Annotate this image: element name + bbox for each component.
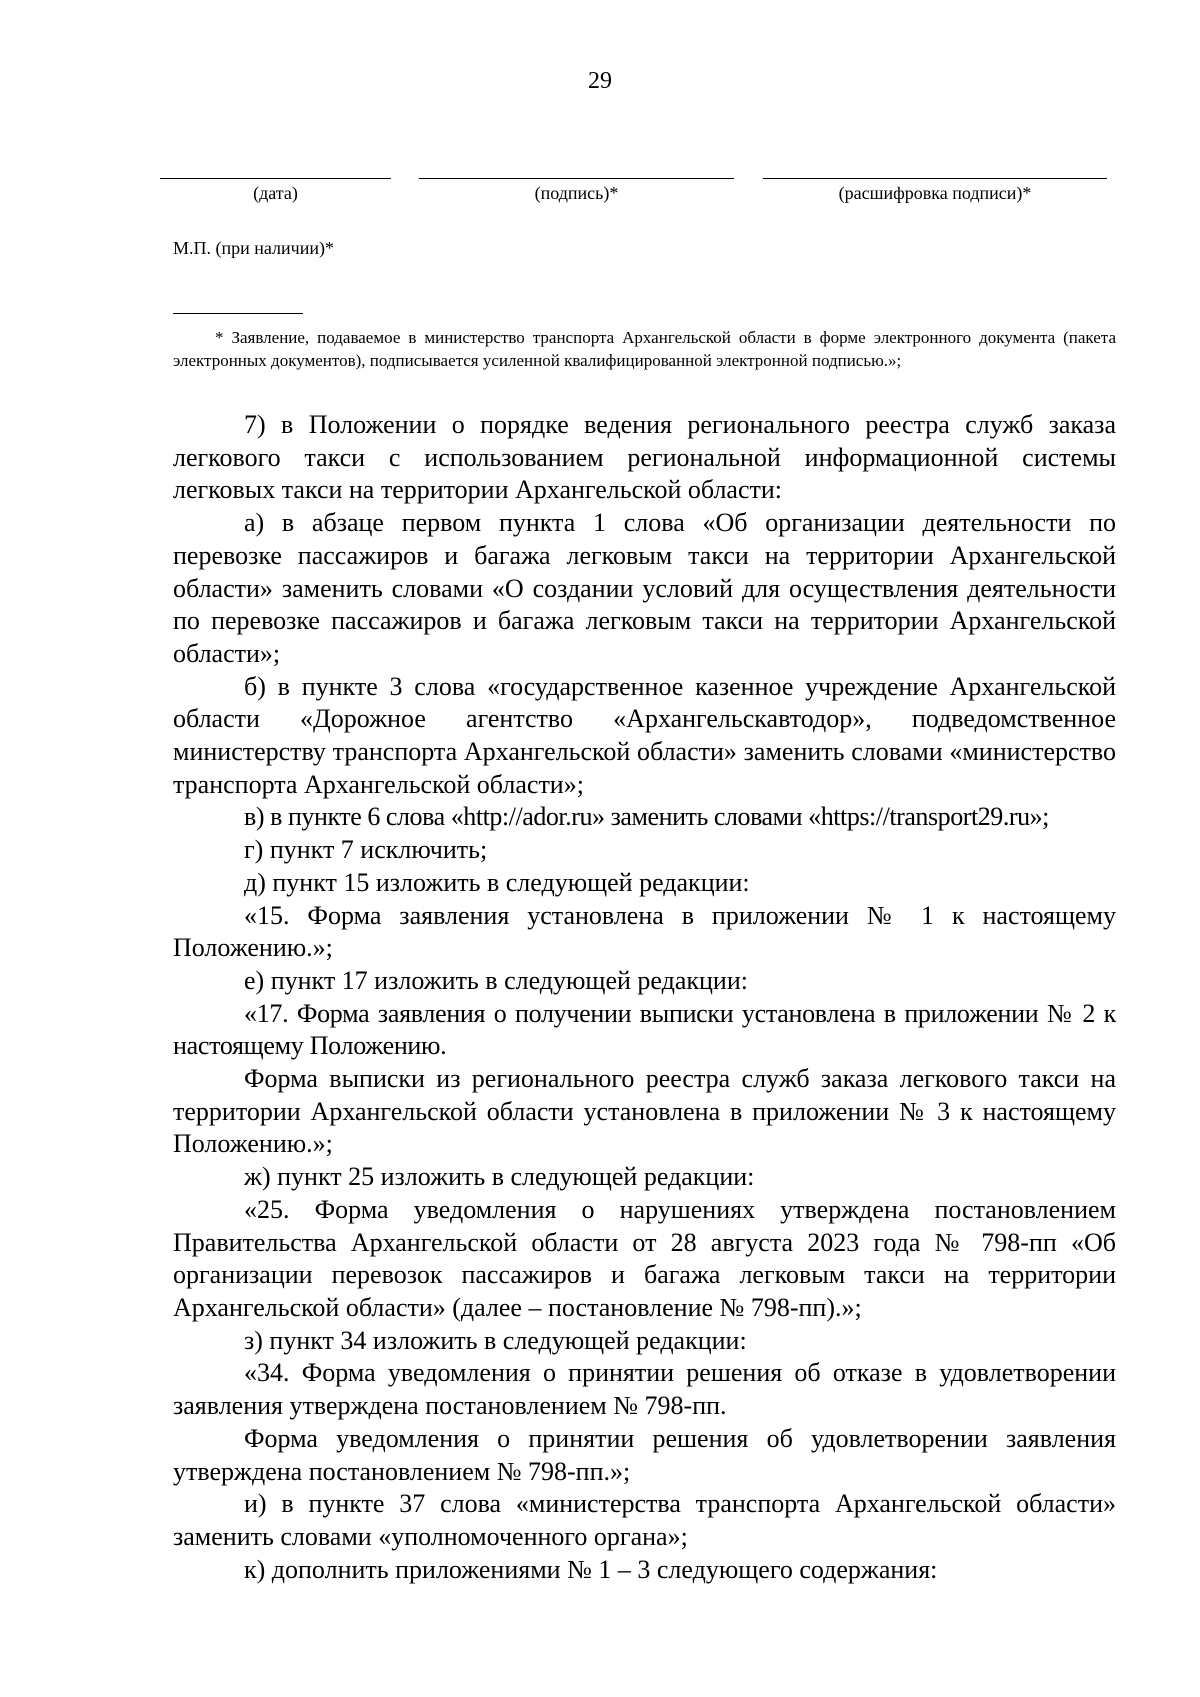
paragraph-17-extract: Форма выписки из регионального реестра служб заказа легкового такси на территории Архангельской области установлена в приложении № 3 к настоящему Положению.»; (173, 1064, 1116, 1159)
paragraph-k: к) дополнить приложениями № 1 – 3 следующего содержания: (244, 1554, 938, 1584)
paragraph-v: в) в пункте 6 слова «http://ador.ru» заменить словами «https://transport29.ru»; (244, 802, 1049, 832)
paragraph-i: и) в пункте 37 слова «министерства транспорта Архангельской области» заменить словами «уполномоченного органа»; (173, 1489, 1116, 1551)
paragraph-17: «17. Форма заявления о получении выписки установлена в приложении № 2 к настоящему Положению. (173, 998, 1116, 1061)
footnote: * Заявление, подаваемое в министерство транспорта Архангельской области в форме электронного документа (пакета электронных документов), подписывается усиленной квалифицированной электронной подписью.»; (173, 328, 1116, 370)
paragraph-7: 7) в Положении о порядке ведения регионального реестра служб заказа легкового такси с использованием региональной информационной системы легковых такси на территории Архангельской области: (173, 410, 1116, 505)
seal-label: М.П. (при наличии)* (173, 238, 334, 258)
date-caption: (дата) (253, 183, 298, 203)
paragraph-e: е) пункт 17 изложить в следующей редакции: (244, 965, 748, 995)
paragraph-g: г) пункт 7 исключить; (244, 835, 488, 865)
paragraph-34-approval: Форма уведомления о принятии решения об удовлетворении заявления утверждена постановлением № 798-пп.»; (173, 1423, 1116, 1486)
paragraph-25: «25. Форма уведомления о нарушениях утверждена постановлением Правительства Архангельской области от 28 августа 2023 года № 798-пп «Об организации перевозок пассажиров и багажа легковым такси на территории Архангельской области» (далее – постановление № 798-пп).»; (173, 1194, 1116, 1322)
paragraph-15: «15. Форма заявления установлена в приложении № 1 к настоящему Положению.»; (173, 900, 1116, 963)
paragraph-b: б) в пункте 3 слова «государственное казенное учреждение Архангельской области «Дорожное агентство «Архангельскавтодор», подведомственное министерству транспорта Архангельской области» заменить словами «министерство транспорта Архангельской области»; (173, 671, 1116, 799)
date-line (160, 178, 391, 179)
paragraph-d: д) пункт 15 изложить в следующей редакции: (244, 867, 750, 897)
decoding-caption: (расшифровка подписи)* (838, 183, 1032, 203)
paragraph-a: а) в абзаце первом пункта 1 слова «Об организации деятельности по перевозке пассажиров и багажа легковым такси на территории Архангельской области» заменить словами «О создании условий для осуществления деятельности по перевозке пассажиров и багажа легковым такси на территории Архангельской области»; (173, 508, 1116, 668)
paragraph-z: з) пункт 34 изложить в следующей редакции: (244, 1325, 747, 1355)
paragraph-zh: ж) пункт 25 изложить в следующей редакции: (244, 1162, 755, 1192)
paragraph-34: «34. Форма уведомления о принятии решения об отказе в удовлетворении заявления утверждена постановлением № 798-пп. (173, 1358, 1116, 1421)
signature-line (419, 178, 734, 179)
signature-caption: (подпись)* (534, 183, 619, 203)
document-body (173, 409, 1116, 1586)
footnote-divider (173, 313, 303, 314)
decoding-line (763, 178, 1107, 179)
page-number: 29 (588, 68, 612, 94)
